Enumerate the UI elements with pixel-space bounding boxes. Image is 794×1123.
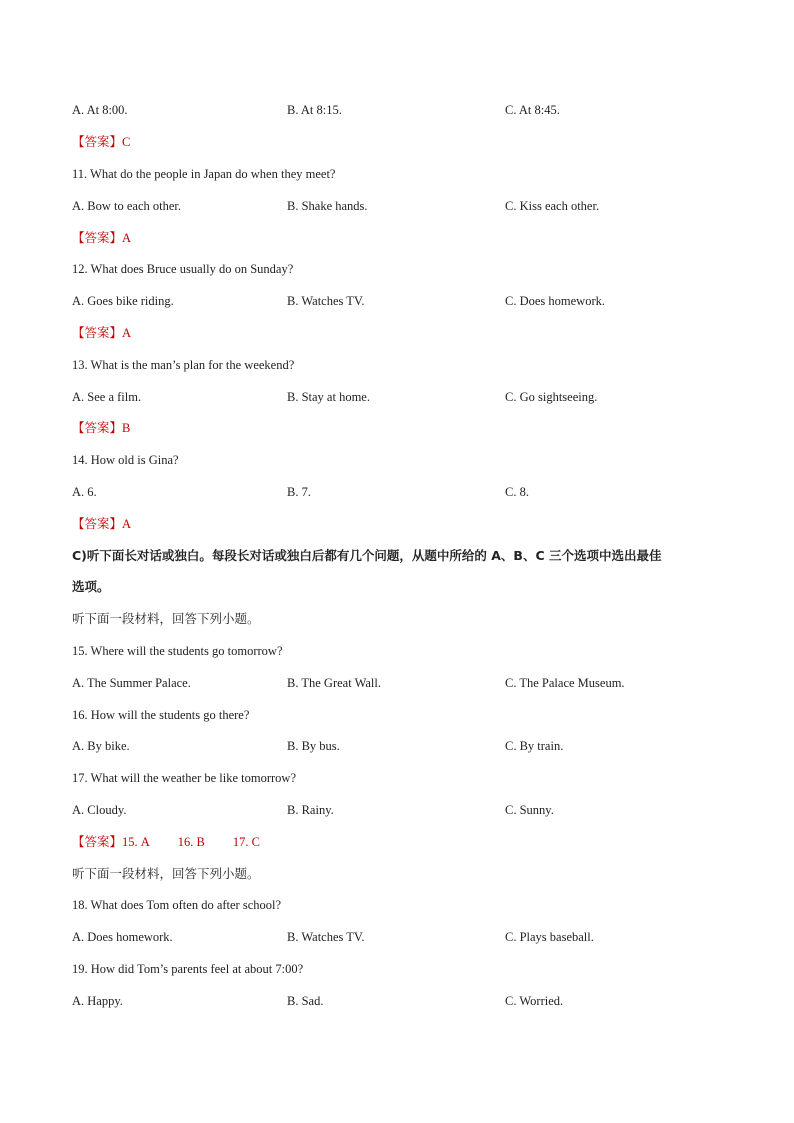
- q13-answer: [72, 419, 130, 437]
- q17-option-a: A. Cloudy.: [72, 803, 127, 817]
- material-intro: 听下面一段材料，回答下列小题。: [72, 611, 260, 626]
- q12-option-b: B. Watches TV.: [287, 294, 365, 308]
- q14-answer: [72, 515, 131, 533]
- q14-stem: 14. How old is Gina?: [72, 453, 179, 467]
- answer-tag: 【答案】: [72, 230, 123, 245]
- q19-option-a: A. Happy.: [72, 994, 123, 1008]
- q15-17-answer: [72, 833, 288, 851]
- q16-stem: 16. How will the students go there?: [72, 708, 250, 722]
- q14-option-c: C. 8.: [505, 485, 529, 499]
- q15-option-c: C. The Palace Museum.: [505, 676, 625, 690]
- section-c-heading: C)听下面长对话或独白。每段长对话或独白后都有几个问题，从题中所给的 A、B、C 三个选项中选出最佳: [72, 548, 662, 563]
- answer-tag: 【答案】: [72, 134, 123, 149]
- answer-value: C: [122, 135, 131, 149]
- q19-option-c: C. Worried.: [505, 994, 564, 1008]
- q13-stem: 13. What is the man’s plan for the weekend?: [72, 358, 295, 372]
- q10-option-a: A. At 8:00.: [72, 103, 128, 117]
- q15-option-b: B. The Great Wall.: [287, 676, 381, 690]
- q12-stem: 12. What does Bruce usually do on Sunday?: [72, 262, 294, 276]
- q19-stem: 19. How did Tom’s parents feel at about 7:00?: [72, 962, 304, 976]
- q12-option-a: A. Goes bike riding.: [72, 294, 174, 308]
- q16-option-c: C. By train.: [505, 739, 564, 753]
- q16-option-a: A. By bike.: [72, 739, 130, 753]
- q11-option-a: A. Bow to each other.: [72, 199, 182, 213]
- q15-option-a: A. The Summer Palace.: [72, 676, 191, 690]
- q11-answer: [72, 229, 131, 247]
- q17-option-b: B. Rainy.: [287, 803, 334, 817]
- q19-option-b: B. Sad.: [287, 994, 324, 1008]
- q18-stem: 18. What does Tom often do after school?: [72, 898, 282, 912]
- material-intro: 听下面一段材料，回答下列小题。: [72, 866, 260, 881]
- q12-option-c: C. Does homework.: [505, 294, 605, 308]
- q13-option-a: A. See a film.: [72, 390, 142, 404]
- answer-value: B: [122, 421, 131, 435]
- q11-stem: 11. What do the people in Japan do when they meet?: [72, 167, 336, 181]
- q15-stem: 15. Where will the students go tomorrow?: [72, 644, 283, 658]
- answer-value: 15. A: [122, 835, 150, 849]
- q17-option-c: C. Sunny.: [505, 803, 554, 817]
- q10-option-c: C. At 8:45.: [505, 103, 560, 117]
- answer-tag: 【答案】: [72, 834, 123, 849]
- answer-value: A: [122, 517, 132, 531]
- q12-answer: [72, 324, 131, 342]
- q13-option-c: C. Go sightseeing.: [505, 390, 598, 404]
- q10-option-b: B. At 8:15.: [287, 103, 342, 117]
- q18-option-a: A. Does homework.: [72, 930, 173, 944]
- answer-value: 16. B: [177, 835, 205, 849]
- q17-stem: 17. What will the weather be like tomorrow?: [72, 771, 297, 785]
- answer-value: 17. C: [232, 835, 260, 849]
- q10-answer: [72, 133, 130, 151]
- q18-option-c: C. Plays baseball.: [505, 930, 594, 944]
- q11-option-b: B. Shake hands.: [287, 199, 368, 213]
- q16-option-b: B. By bus.: [287, 739, 340, 753]
- q14-option-b: B. 7.: [287, 485, 311, 499]
- q11-option-c: C. Kiss each other.: [505, 199, 600, 213]
- answer-value: A: [122, 326, 132, 340]
- q13-option-b: B. Stay at home.: [287, 390, 370, 404]
- q14-option-a: A. 6.: [72, 485, 97, 499]
- answer-tag: 【答案】: [72, 420, 123, 435]
- section-c-heading-cont: 选项。: [72, 579, 110, 594]
- answer-tag: 【答案】: [72, 325, 123, 340]
- answer-value: A: [122, 231, 132, 245]
- answer-tag: 【答案】: [72, 516, 123, 531]
- q18-option-b: B. Watches TV.: [287, 930, 365, 944]
